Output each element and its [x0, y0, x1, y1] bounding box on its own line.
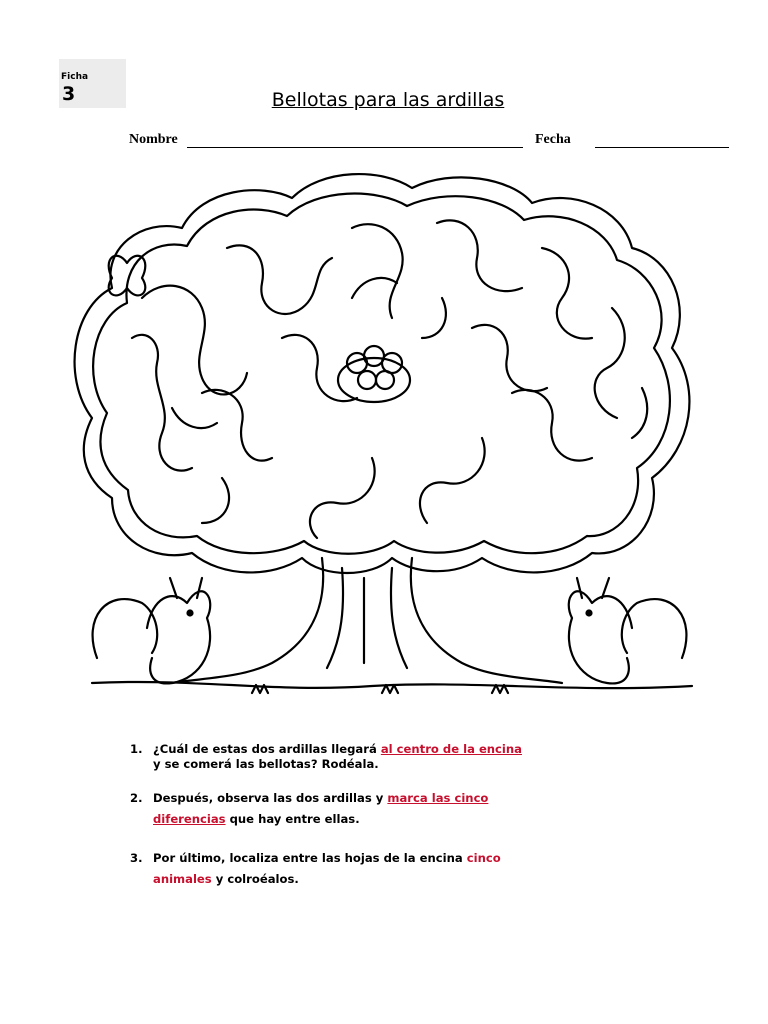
tree-maze-illustration [52, 158, 732, 718]
instruction-text: Después, observa las dos ardillas y [153, 791, 388, 805]
instruction-number: 2. [130, 791, 143, 805]
instruction-highlight: al centro de la encina [380, 742, 522, 756]
page-title: Bellotas para las ardillas [271, 89, 505, 111]
instruction-item [130, 742, 570, 772]
tree-maze-icon [52, 158, 732, 718]
instruction-text: y se comerá las bellotas? Rodéala. [153, 757, 379, 771]
name-field[interactable] [187, 147, 523, 148]
ficha-label: Ficha [61, 72, 89, 82]
instruction-highlight: animales [153, 872, 212, 886]
date-field[interactable] [595, 147, 729, 148]
instruction-text: Por último, localiza entre las hojas de la encina [153, 851, 467, 865]
instruction-number: 3. [130, 851, 143, 865]
instruction-text: que hay entre ellas. [225, 812, 360, 826]
instruction-number: 1. [130, 742, 143, 756]
instruction-item [130, 788, 570, 830]
instruction-highlight: marca las cinco [387, 791, 489, 805]
name-label: Nombre [129, 132, 178, 147]
instruction-highlight: diferencias [153, 812, 226, 826]
date-label: Fecha [535, 132, 571, 147]
instruction-text: y colroéalos. [211, 872, 299, 886]
instruction-highlight: cinco [466, 851, 501, 865]
date-row [535, 132, 571, 148]
instruction-item [130, 848, 570, 890]
instructions-list [130, 742, 570, 890]
instruction-text: ¿Cuál de estas dos ardillas llegará [153, 742, 381, 756]
ficha-number: 3 [62, 83, 76, 105]
name-row [129, 132, 178, 148]
